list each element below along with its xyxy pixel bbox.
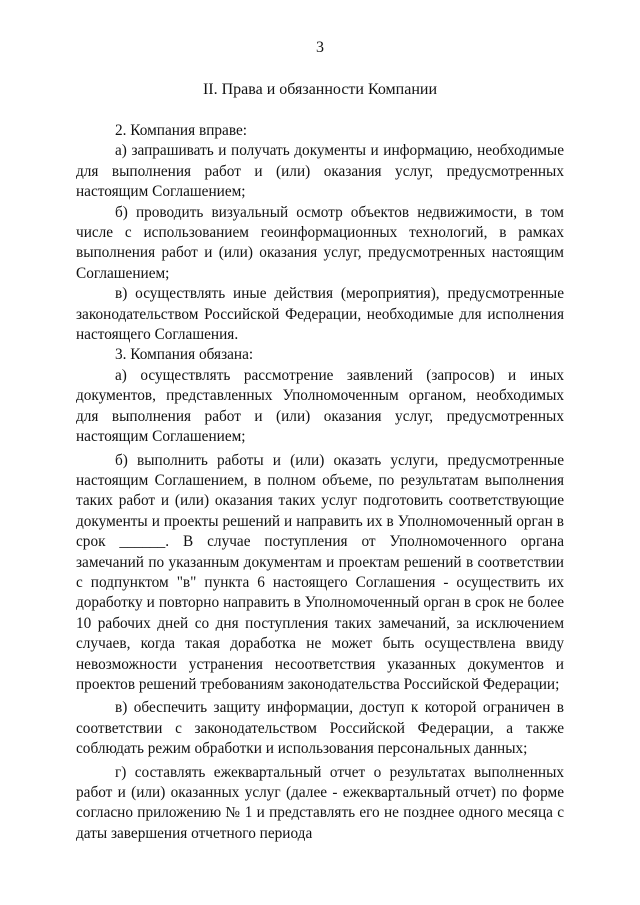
paragraph-rights-a: а) запрашивать и получать документы и информацию, необходимые для выполнения работ и (или) оказания услуг, предусмотренных настоящим Соглашением; [76, 142, 564, 201]
paragraph-company-duties-heading: 3. Компания обязана: [115, 346, 254, 364]
paragraph-duties-a: а) осуществлять рассмотрение заявлений (запросов) и иных документов, представленных Уполномоченным органом, необходимых для выполнения работ и (или) оказания услуг, предусмотренных настоящим Соглашением; [76, 366, 564, 446]
page-number: 3 [316, 39, 324, 56]
paragraph-rights-b: б) проводить визуальный осмотр объектов недвижимости, в том числе с использованием геоинформационных технологий, в рамках выполнения работ и (или) оказания услуг, предусмотренных настоящим Соглашением; [76, 203, 564, 282]
paragraph-rights-c: в) осуществлять иные действия (мероприятия), предусмотренные законодательством Российской Федерации, необходимые для исполнения настоящего Соглашения. [76, 285, 564, 344]
paragraph-duties-c: в) обеспечить защиту информации, доступ к которой ограничен в соответствии с законодательством Российской Федерации, а также соблюдать режим обработки и использования персональных данных; [76, 699, 564, 758]
paragraph-duties-b: б) выполнить работы и (или) оказать услуги, предусмотренные настоящим Соглашением, в полном объеме, по результатам выполнения таких работ и (или) оказания таких услуг подготовить соответствующие документы и проекты решений и направить их в Уполномоченный орган в срок ______. В случае поступления от Уполномоченного органа замечаний по указанным документам и проектам решений в соответствии с подпунктом "в" пункта 6 настоящего Соглашения - осуществить их доработку и повторно направить в Уполномоченный орган в срок не более 10 рабочих дней со дня поступления таких замечаний, за исключением случаев, когда такая доработка не может быть осуществлена ввиду невозможности устранения несоответствия указанных документов и проектов решений требованиям законодательства Российской Федерации; [76, 451, 564, 693]
paragraph-duties-d: г) составлять ежеквартальный отчет о результатах выполненных работ и (или) оказанных услуг (далее - ежеквартальный отчет) по форме согласно приложению № 1 и представлять его не позднее одного месяца с даты завершения отчетного периода [76, 763, 564, 842]
section-title: II. Права и обязанности Компании [202, 81, 438, 98]
paragraph-company-rights-heading: 2. Компания вправе: [115, 122, 248, 139]
